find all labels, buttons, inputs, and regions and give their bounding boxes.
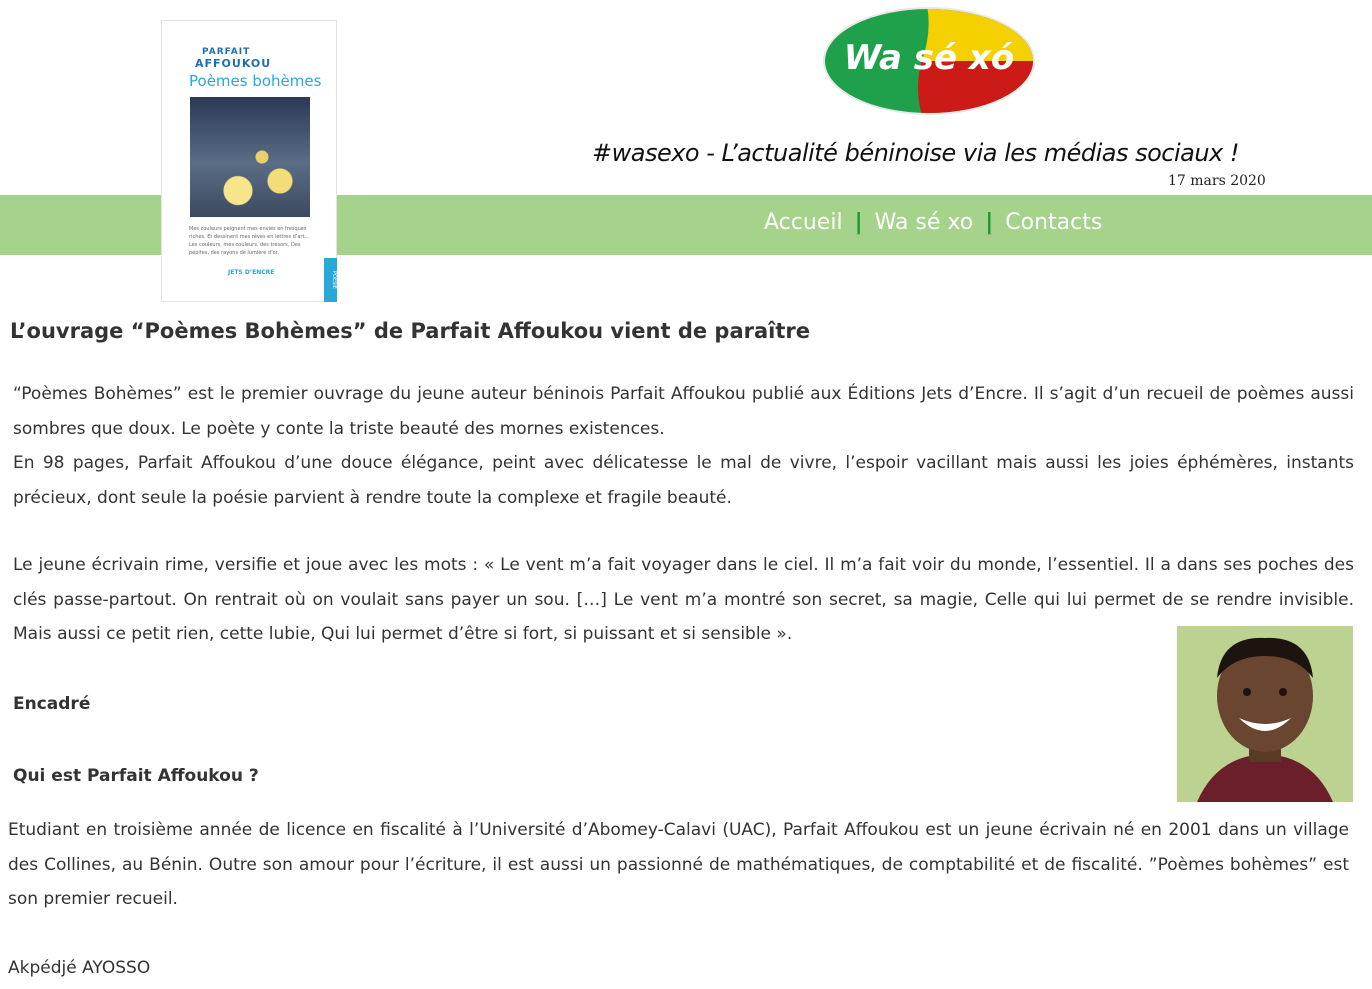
main-nav <box>764 210 1102 235</box>
site-logo[interactable] <box>822 6 1036 116</box>
site-tagline: #wasexo - L’actualité béninoise via les médias sociaux ! <box>592 139 1239 167</box>
cover-title: Poèmes bohèmes <box>189 72 322 90</box>
nav-item-contacts[interactable]: Contacts <box>1005 210 1103 235</box>
nav-item-wasexo[interactable]: Wa sé xo <box>874 210 974 235</box>
section-heading-encadre: Encadré <box>13 694 91 714</box>
cover-spine-label: POÉSIE <box>324 258 337 302</box>
nav-separator: | <box>854 210 863 235</box>
nav-separator: | <box>985 210 994 235</box>
article-paragraph: Le jeune écrivain rime, versifie et joue avec les mots : « Le vent m’a fait voyager dans le ciel. Il m’a fait voir du monde, l’essentiel. Il a dans ses poches des clés passe-partout. On rentrait où on voulait sans payer un sou. […] Le vent m’a montré son secret, sa magie, Celle qui lui permet de se rendre invisible. Mais aussi ce petit rien, cette lubie, Qui lui permet d’être si fort, si puissant et si sensible ». <box>13 555 1354 644</box>
author-photo <box>1177 626 1353 802</box>
paragraph-text: En 98 pages, Parfait Affoukou d’une douce élégance, peint avec délicatesse le mal de vivre, l’espoir vacillant mais aussi les joies éphémères, instants précieux, dont seule la poésie parvient à rendre toute la complexe et fragile beauté. <box>13 453 1354 508</box>
cover-publisher-logo: JETS D’ENCRE <box>228 269 275 276</box>
cover-author-last: AFFOUKOU <box>195 57 272 70</box>
cover-excerpt: Mes couleurs peignent mes envies en fresques riches. Et dessinent mes rêves en lettres d’art… Les couleurs, mes couleurs, des trésors, Des pépites, des rayons de lumière d’or. <box>189 226 310 256</box>
nav-item-accueil[interactable]: Accueil <box>764 210 843 235</box>
article-paragraph <box>13 377 1354 515</box>
cover-illustration <box>190 97 310 217</box>
article-paragraph: Etudiant en troisième année de licence en fiscalité à l’Université d’Abomey-Calavi (UAC), Parfait Affoukou est un jeune écrivain né en 2001 dans un village des Collines, au Bénin. Outre son amour pour l’écriture, il est aussi un passionné de mathématiques, de comptabilité et de fiscalité. ”Poèmes bohèmes” est son premier recueil. <box>8 820 1349 909</box>
article-author: Akpédjé AYOSSO <box>8 958 151 978</box>
publish-date: 17 mars 2020 <box>1168 173 1266 189</box>
logo-text: Wa sé xó <box>843 38 1015 78</box>
section-heading-who: Qui est Parfait Affoukou ? <box>13 766 259 786</box>
cover-author-first: PARFAIT <box>202 47 251 57</box>
book-cover-image[interactable] <box>161 20 337 302</box>
paragraph-text: “Poèmes Bohèmes” est le premier ouvrage du jeune auteur béninois Parfait Affoukou publié aux Éditions Jets d’Encre. Il s’agit d’un recueil de poèmes aussi sombres que doux. Le poète y conte la triste beauté des mornes existences. <box>13 384 1354 439</box>
article-title: L’ouvrage “Poèmes Bohèmes” de Parfait Affoukou vient de paraître <box>10 319 810 343</box>
